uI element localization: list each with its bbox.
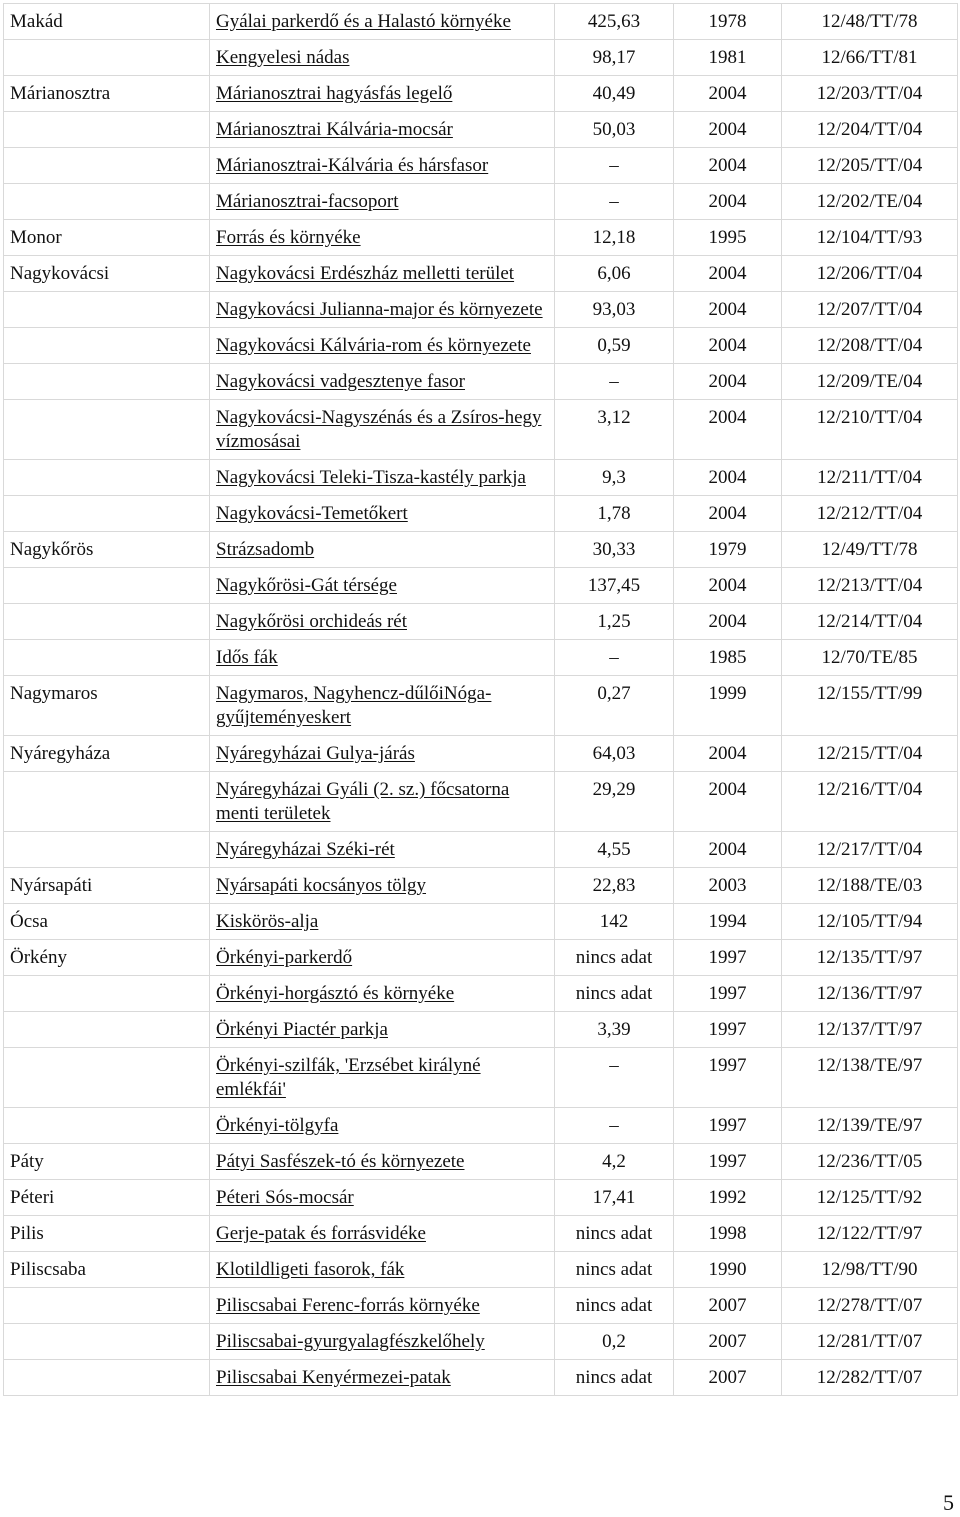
- year-cell: 2004: [674, 772, 782, 832]
- name-cell[interactable]: Örkényi-parkerdő: [210, 940, 555, 976]
- name-cell[interactable]: Nagykovácsi-Temetőkert: [210, 496, 555, 532]
- town-cell: Nagykovácsi: [4, 256, 210, 292]
- town-cell: [4, 832, 210, 868]
- code-cell: 12/278/TT/07: [782, 1288, 958, 1324]
- table-row: [4, 460, 958, 496]
- code-cell: 12/188/TE/03: [782, 868, 958, 904]
- town-cell: Nagykőrös: [4, 532, 210, 568]
- year-cell: 2004: [674, 76, 782, 112]
- code-cell: 12/66/TT/81: [782, 40, 958, 76]
- table-row: [4, 1108, 958, 1144]
- table-row: [4, 904, 958, 940]
- table-row: [4, 1360, 958, 1396]
- year-cell: 1985: [674, 640, 782, 676]
- town-cell: [4, 364, 210, 400]
- protected-areas-table: [3, 3, 958, 1396]
- year-cell: 2003: [674, 868, 782, 904]
- table-row: [4, 256, 958, 292]
- code-cell: 12/205/TT/04: [782, 148, 958, 184]
- table-row: [4, 1048, 958, 1108]
- area-cell: nincs adat: [555, 940, 674, 976]
- area-cell: 0,2: [555, 1324, 674, 1360]
- area-cell: 64,03: [555, 736, 674, 772]
- table-row: [4, 400, 958, 460]
- town-cell: [4, 292, 210, 328]
- code-cell: 12/215/TT/04: [782, 736, 958, 772]
- year-cell: 2007: [674, 1360, 782, 1396]
- code-cell: 12/212/TT/04: [782, 496, 958, 532]
- name-cell[interactable]: Örkényi-tölgyfa: [210, 1108, 555, 1144]
- year-cell: 2004: [674, 148, 782, 184]
- town-cell: [4, 1108, 210, 1144]
- code-cell: 12/209/TE/04: [782, 364, 958, 400]
- code-cell: 12/213/TT/04: [782, 568, 958, 604]
- table-row: [4, 832, 958, 868]
- area-cell: 29,29: [555, 772, 674, 832]
- name-cell[interactable]: Nyársapáti kocsányos tölgy: [210, 868, 555, 904]
- town-cell: [4, 328, 210, 364]
- town-cell: [4, 400, 210, 460]
- year-cell: 2004: [674, 832, 782, 868]
- name-cell[interactable]: Örkényi-szilfák, 'Erzsébet királyné emlékfái': [210, 1048, 555, 1108]
- town-cell: Makád: [4, 4, 210, 40]
- name-cell[interactable]: Klotildligeti fasorok, fák: [210, 1252, 555, 1288]
- area-cell: 142: [555, 904, 674, 940]
- year-cell: 1997: [674, 940, 782, 976]
- table-row: [4, 1324, 958, 1360]
- area-cell: 3,39: [555, 1012, 674, 1048]
- town-cell: [4, 1012, 210, 1048]
- town-cell: [4, 40, 210, 76]
- area-cell: 3,12: [555, 400, 674, 460]
- year-cell: 2004: [674, 112, 782, 148]
- table-row: [4, 868, 958, 904]
- year-cell: 2004: [674, 184, 782, 220]
- area-cell: 93,03: [555, 292, 674, 328]
- year-cell: 1997: [674, 1048, 782, 1108]
- code-cell: 12/138/TE/97: [782, 1048, 958, 1108]
- year-cell: 2004: [674, 256, 782, 292]
- code-cell: 12/137/TT/97: [782, 1012, 958, 1048]
- town-cell: Nagymaros: [4, 676, 210, 736]
- area-cell: 98,17: [555, 40, 674, 76]
- name-cell[interactable]: Márianosztrai-Kálvária és hársfasor: [210, 148, 555, 184]
- town-cell: Monor: [4, 220, 210, 256]
- year-cell: 2004: [674, 604, 782, 640]
- town-cell: [4, 772, 210, 832]
- code-cell: 12/48/TT/78: [782, 4, 958, 40]
- town-cell: [4, 640, 210, 676]
- name-cell[interactable]: Nagykőrösi-Gát térsége: [210, 568, 555, 604]
- code-cell: 12/214/TT/04: [782, 604, 958, 640]
- area-cell: 6,06: [555, 256, 674, 292]
- name-cell[interactable]: Kengyelesi nádas: [210, 40, 555, 76]
- table-row: [4, 1012, 958, 1048]
- area-cell: 17,41: [555, 1180, 674, 1216]
- town-cell: Péteri: [4, 1180, 210, 1216]
- area-cell: –: [555, 1108, 674, 1144]
- area-cell: 30,33: [555, 532, 674, 568]
- area-cell: 22,83: [555, 868, 674, 904]
- name-cell[interactable]: Nagykőrösi orchideás rét: [210, 604, 555, 640]
- table-row: [4, 1288, 958, 1324]
- area-cell: 0,59: [555, 328, 674, 364]
- name-cell[interactable]: Gerje-patak és forrásvidéke: [210, 1216, 555, 1252]
- town-cell: [4, 1048, 210, 1108]
- town-cell: [4, 1288, 210, 1324]
- year-cell: 1997: [674, 1012, 782, 1048]
- code-cell: 12/104/TT/93: [782, 220, 958, 256]
- name-cell[interactable]: Kiskörös-alja: [210, 904, 555, 940]
- code-cell: 12/206/TT/04: [782, 256, 958, 292]
- table-row: [4, 532, 958, 568]
- name-cell[interactable]: Márianosztrai Kálvária-mocsár: [210, 112, 555, 148]
- year-cell: 1995: [674, 220, 782, 256]
- name-cell[interactable]: Nyáregyházai Széki-rét: [210, 832, 555, 868]
- year-cell: 1979: [674, 532, 782, 568]
- name-cell[interactable]: Piliscsabai-gyurgyalagfészkelőhely: [210, 1324, 555, 1360]
- year-cell: 2004: [674, 364, 782, 400]
- table-row: [4, 184, 958, 220]
- year-cell: 1992: [674, 1180, 782, 1216]
- code-cell: 12/210/TT/04: [782, 400, 958, 460]
- code-cell: 12/281/TT/07: [782, 1324, 958, 1360]
- town-cell: [4, 184, 210, 220]
- area-cell: 4,55: [555, 832, 674, 868]
- name-cell[interactable]: Nagykovácsi Erdészház melletti terület: [210, 256, 555, 292]
- code-cell: 12/49/TT/78: [782, 532, 958, 568]
- table-row: [4, 148, 958, 184]
- code-cell: 12/236/TT/05: [782, 1144, 958, 1180]
- area-cell: nincs adat: [555, 1288, 674, 1324]
- table-row: [4, 1180, 958, 1216]
- year-cell: 2004: [674, 736, 782, 772]
- town-cell: Márianosztra: [4, 76, 210, 112]
- town-cell: Piliscsaba: [4, 1252, 210, 1288]
- table-row: [4, 220, 958, 256]
- year-cell: 1990: [674, 1252, 782, 1288]
- area-cell: 137,45: [555, 568, 674, 604]
- code-cell: 12/136/TT/97: [782, 976, 958, 1012]
- year-cell: 1997: [674, 1144, 782, 1180]
- town-cell: Örkény: [4, 940, 210, 976]
- code-cell: 12/216/TT/04: [782, 772, 958, 832]
- year-cell: 1994: [674, 904, 782, 940]
- name-cell[interactable]: Nagykovácsi Teleki-Tisza-kastély parkja: [210, 460, 555, 496]
- name-cell[interactable]: Nagykovácsi vadgesztenye fasor: [210, 364, 555, 400]
- name-cell[interactable]: Pátyi Sasfészek-tó és környezete: [210, 1144, 555, 1180]
- town-cell: Ócsa: [4, 904, 210, 940]
- code-cell: 12/105/TT/94: [782, 904, 958, 940]
- town-cell: [4, 1360, 210, 1396]
- area-cell: nincs adat: [555, 1360, 674, 1396]
- name-cell[interactable]: Péteri Sós-mocsár: [210, 1180, 555, 1216]
- name-cell[interactable]: Nyáregyházai Gulya-járás: [210, 736, 555, 772]
- code-cell: 12/203/TT/04: [782, 76, 958, 112]
- area-cell: 1,78: [555, 496, 674, 532]
- name-cell[interactable]: Márianosztrai-facsoport: [210, 184, 555, 220]
- year-cell: 2004: [674, 292, 782, 328]
- table-body: [4, 4, 958, 1396]
- name-cell[interactable]: Örkényi-horgásztó és környéke: [210, 976, 555, 1012]
- town-cell: Páty: [4, 1144, 210, 1180]
- table-row: [4, 976, 958, 1012]
- table-row: [4, 496, 958, 532]
- area-cell: –: [555, 364, 674, 400]
- town-cell: [4, 604, 210, 640]
- code-cell: 12/98/TT/90: [782, 1252, 958, 1288]
- area-cell: nincs adat: [555, 1216, 674, 1252]
- area-cell: 425,63: [555, 4, 674, 40]
- table-row: [4, 1252, 958, 1288]
- area-cell: 12,18: [555, 220, 674, 256]
- table-row: [4, 112, 958, 148]
- year-cell: 1998: [674, 1216, 782, 1252]
- table-row: [4, 568, 958, 604]
- area-cell: 50,03: [555, 112, 674, 148]
- code-cell: 12/135/TT/97: [782, 940, 958, 976]
- area-cell: –: [555, 148, 674, 184]
- name-cell[interactable]: Gyálai parkerdő és a Halastó környéke: [210, 4, 555, 40]
- year-cell: 2004: [674, 568, 782, 604]
- table-row: [4, 640, 958, 676]
- town-cell: Nyáregyháza: [4, 736, 210, 772]
- name-cell[interactable]: Nagymaros, Nagyhencz-dűlőiNóga-gyűjteményeskert: [210, 676, 555, 736]
- area-cell: nincs adat: [555, 976, 674, 1012]
- table-row: [4, 772, 958, 832]
- name-cell[interactable]: Örkényi Piactér parkja: [210, 1012, 555, 1048]
- name-cell[interactable]: Nagykovácsi-Nagyszénás és a Zsíros-hegy vízmosásai: [210, 400, 555, 460]
- code-cell: 12/211/TT/04: [782, 460, 958, 496]
- table-row: [4, 1216, 958, 1252]
- area-cell: nincs adat: [555, 1252, 674, 1288]
- area-cell: 40,49: [555, 76, 674, 112]
- table-row: [4, 292, 958, 328]
- table-row: [4, 76, 958, 112]
- table-row: [4, 1144, 958, 1180]
- name-cell[interactable]: Piliscsabai Ferenc-forrás környéke: [210, 1288, 555, 1324]
- table-row: [4, 328, 958, 364]
- year-cell: 2004: [674, 328, 782, 364]
- year-cell: 2004: [674, 400, 782, 460]
- code-cell: 12/202/TE/04: [782, 184, 958, 220]
- year-cell: 1997: [674, 1108, 782, 1144]
- area-cell: –: [555, 640, 674, 676]
- code-cell: 12/155/TT/99: [782, 676, 958, 736]
- town-cell: Nyársapáti: [4, 868, 210, 904]
- year-cell: 2007: [674, 1288, 782, 1324]
- year-cell: 2004: [674, 496, 782, 532]
- code-cell: 12/204/TT/04: [782, 112, 958, 148]
- code-cell: 12/122/TT/97: [782, 1216, 958, 1252]
- table-row: [4, 364, 958, 400]
- name-cell[interactable]: Nagykovácsi Kálvária-rom és környezete: [210, 328, 555, 364]
- table-row: [4, 4, 958, 40]
- year-cell: 2004: [674, 460, 782, 496]
- area-cell: 9,3: [555, 460, 674, 496]
- name-cell[interactable]: Nyáregyházai Gyáli (2. sz.) főcsatorna menti területek: [210, 772, 555, 832]
- year-cell: 1978: [674, 4, 782, 40]
- code-cell: 12/217/TT/04: [782, 832, 958, 868]
- name-cell[interactable]: Idős fák: [210, 640, 555, 676]
- name-cell[interactable]: Nagykovácsi Julianna-major és környezete: [210, 292, 555, 328]
- area-cell: 4,2: [555, 1144, 674, 1180]
- code-cell: 12/208/TT/04: [782, 328, 958, 364]
- table-row: [4, 676, 958, 736]
- area-cell: –: [555, 1048, 674, 1108]
- town-cell: [4, 460, 210, 496]
- table-row: [4, 40, 958, 76]
- town-cell: Pilis: [4, 1216, 210, 1252]
- town-cell: [4, 148, 210, 184]
- page-number: 5: [943, 1490, 954, 1515]
- table-row: [4, 604, 958, 640]
- name-cell[interactable]: Márianosztrai hagyásfás legelő: [210, 76, 555, 112]
- year-cell: 2007: [674, 1324, 782, 1360]
- name-cell[interactable]: Forrás és környéke: [210, 220, 555, 256]
- name-cell[interactable]: Strázsadomb: [210, 532, 555, 568]
- table-row: [4, 940, 958, 976]
- code-cell: 12/70/TE/85: [782, 640, 958, 676]
- year-cell: 1997: [674, 976, 782, 1012]
- code-cell: 12/207/TT/04: [782, 292, 958, 328]
- code-cell: 12/139/TE/97: [782, 1108, 958, 1144]
- code-cell: 12/125/TT/92: [782, 1180, 958, 1216]
- area-cell: 1,25: [555, 604, 674, 640]
- area-cell: 0,27: [555, 676, 674, 736]
- town-cell: [4, 568, 210, 604]
- town-cell: [4, 1324, 210, 1360]
- table-row: [4, 736, 958, 772]
- area-cell: –: [555, 184, 674, 220]
- name-cell[interactable]: Piliscsabai Kenyérmezei-patak: [210, 1360, 555, 1396]
- code-cell: 12/282/TT/07: [782, 1360, 958, 1396]
- year-cell: 1981: [674, 40, 782, 76]
- town-cell: [4, 976, 210, 1012]
- town-cell: [4, 112, 210, 148]
- year-cell: 1999: [674, 676, 782, 736]
- town-cell: [4, 496, 210, 532]
